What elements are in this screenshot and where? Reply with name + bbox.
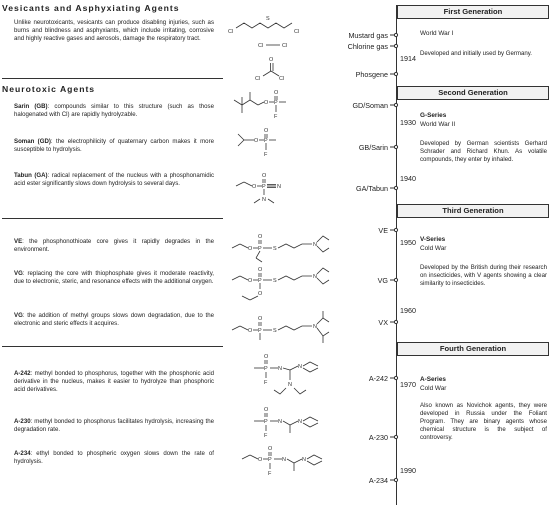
vx-text [14, 312, 214, 328]
svg-text:O: O [264, 354, 269, 360]
agent-desc: : the addition of methyl groups slows down degradation, due to the electronic and steric effects it acquires. [14, 312, 214, 328]
vesicants-text: Unlike neurotoxicants, vesicants can produce disabling injuries, such as burns and blindness and asphyxiants, which include irritating, corrosive and highly reactive gases and aerosols, damage the respiratory tract. [14, 19, 214, 43]
war-label: Cold War [420, 385, 447, 392]
agent-name: Tabun (GA) [14, 172, 48, 179]
agent-label-phosgene: Phosgene [355, 70, 388, 79]
year-label: 1990 [400, 466, 416, 475]
series-label: A-Series [420, 376, 446, 383]
svg-text:O: O [258, 316, 263, 322]
ve-text [14, 238, 214, 254]
svg-text:O: O [269, 57, 274, 63]
svg-text:N: N [278, 419, 282, 425]
vx-structure [228, 308, 378, 356]
agent-name: A-234 [14, 450, 31, 457]
agent-name: VG [14, 270, 23, 277]
agent-desc: : methyl bonded to phosphorus, together with the phosphonic acid derivative in the nucleus, makes it easier to hydrolyze than phosphoric acid derivatives. [14, 370, 214, 394]
svg-text:Cl: Cl [228, 29, 234, 35]
agent-label-a234: A-234 [368, 476, 388, 485]
agent-desc: : methyl bonded to phosphorus facilitates hydrolysis, increasing the degradation rate. [14, 418, 214, 434]
sarin-structure [232, 128, 302, 162]
svg-text:O: O [264, 407, 269, 413]
svg-text:N: N [277, 184, 281, 190]
svg-text:Cl: Cl [279, 76, 285, 82]
svg-text:F: F [274, 114, 278, 120]
a230-text [14, 418, 214, 434]
svg-text:P: P [262, 184, 266, 190]
svg-text:O: O [252, 184, 257, 190]
fourth-generation-header: Fourth Generation [397, 342, 549, 356]
agent-label-vx: VX [378, 318, 388, 327]
agent-label-a242: A-242 [368, 374, 388, 383]
svg-text:P: P [258, 328, 262, 334]
vg-structure [228, 266, 378, 310]
svg-text:P: P [258, 246, 262, 252]
generation-desc: Developed by the British during their research on insecticides, with V agents showing a clear similarity to insecticides. [420, 264, 547, 288]
svg-text:F: F [264, 433, 268, 439]
svg-text:Cl: Cl [282, 43, 288, 49]
svg-text:Cl: Cl [294, 29, 300, 35]
a242-text [14, 370, 214, 394]
generation-desc: Also known as Novichok agents, they were developed in Russia under the Foliant Program. They are binary agents whose chemical structure is the subject of controversy. [420, 402, 547, 442]
svg-text:O: O [258, 267, 263, 273]
svg-text:N: N [313, 324, 317, 330]
svg-text:O: O [262, 173, 267, 179]
agent-name: VE [14, 238, 23, 245]
generation-desc: Developed and initially used by Germany. [420, 50, 533, 57]
a234-text [14, 450, 214, 466]
tabun-structure [232, 170, 307, 208]
war-label: World War II [420, 121, 456, 128]
year-label: 1940 [400, 174, 416, 183]
tabun-text [14, 172, 214, 188]
war-label: World War I [420, 30, 454, 37]
a230-structure [250, 405, 340, 441]
agent-label-a230: A-230 [368, 433, 388, 442]
svg-text:O: O [268, 446, 273, 452]
neurotoxic-title: Neurotoxic Agents [2, 84, 96, 94]
svg-text:P: P [268, 457, 272, 463]
chlorine-structure [258, 40, 298, 52]
svg-text:O: O [248, 278, 253, 284]
svg-text:Cl: Cl [255, 76, 261, 82]
svg-text:N: N [313, 274, 317, 280]
year-label: 1914 [400, 54, 416, 63]
agent-name: Soman (GD) [14, 138, 51, 145]
a242-structure [250, 352, 340, 402]
year-label: 1970 [400, 380, 416, 389]
generation-desc: Developed by German scientists Gerhard Schrader and Richard Khun. As volatile compounds, they enter by inhaled. [420, 140, 547, 164]
a234-structure [240, 445, 340, 485]
agent-desc: : ethyl bonded to phospheric oxygen slows down the rate of hydrolysis. [14, 450, 214, 466]
svg-text:O: O [248, 246, 253, 252]
year-label: 1930 [400, 118, 416, 127]
agent-name: A-242 [14, 370, 31, 377]
vg-text [14, 270, 214, 286]
svg-text:O: O [258, 291, 263, 297]
third-generation-header: Third Generation [397, 204, 549, 218]
svg-text:O: O [248, 328, 253, 334]
svg-text:N: N [278, 366, 282, 372]
divider [2, 346, 223, 347]
timeline-connectors [360, 0, 400, 507]
svg-text:N: N [298, 364, 302, 370]
svg-text:N: N [302, 457, 306, 463]
agent-desc: : the electrophilicity of quaternary carbon makes it more susceptible to hydrolysis. [14, 138, 214, 154]
svg-text:N: N [298, 419, 302, 425]
svg-text:O: O [254, 138, 259, 144]
svg-text:F: F [268, 471, 272, 477]
agent-label-ve: VE [378, 226, 388, 235]
vesicants-title: Vesicants and Asphyxiating Agents [2, 3, 180, 13]
svg-text:N: N [288, 382, 292, 388]
svg-text:F: F [264, 152, 268, 158]
ve-structure [228, 222, 378, 266]
agent-label-gd: GD/Soman [352, 101, 388, 110]
svg-text:N: N [282, 457, 286, 463]
divider [2, 78, 223, 79]
agent-desc: : the phosphonothioate core gives it rapidly degrades in the environment. [14, 238, 214, 254]
svg-text:S: S [273, 328, 277, 334]
agent-label-mustard: Mustard gas [348, 31, 388, 40]
svg-text:O: O [264, 100, 269, 106]
svg-text:P: P [264, 419, 268, 425]
war-label: Cold War [420, 245, 447, 252]
svg-text:N: N [313, 242, 317, 248]
svg-text:O: O [258, 234, 263, 240]
year-label: 1950 [400, 238, 416, 247]
soman-text [14, 138, 214, 154]
agent-desc: : replacing the core with thiophosphate gives it moderate reactivity, due to electronic, steric, and resonance effects with the additional oxygen. [14, 270, 214, 286]
agent-desc: : compounds similar to this structure (such as those halogenated with Cl) are rapidly hydrolyzable. [14, 103, 214, 119]
svg-text:S: S [273, 278, 277, 284]
divider [2, 218, 223, 219]
first-generation-header: First Generation [397, 5, 549, 19]
svg-text:O: O [264, 128, 269, 134]
svg-text:P: P [274, 100, 278, 106]
sarin-text [14, 103, 214, 119]
agent-name: VG [14, 312, 23, 319]
agent-label-chlorine: Chlorine gas [347, 42, 388, 51]
agent-name: Sarin (GB) [14, 103, 48, 110]
agent-desc: : radical replacement of the nucleus with a phosphonamidic acid ester significantly slows down hydrolysis to several days. [14, 172, 214, 188]
year-label: 1960 [400, 306, 416, 315]
svg-text:S: S [273, 246, 277, 252]
svg-text:P: P [264, 366, 268, 372]
svg-text:P: P [258, 278, 262, 284]
phosgene-structure [255, 55, 295, 81]
agent-name: A-230 [14, 418, 31, 425]
agent-label-gb: GB/Sarin [358, 143, 388, 152]
svg-text:N: N [262, 197, 266, 203]
svg-text:F: F [264, 380, 268, 386]
series-label: G-Series [420, 112, 447, 119]
second-generation-header: Second Generation [397, 86, 549, 100]
svg-text:O: O [258, 457, 263, 463]
agent-label-vg: VG [377, 276, 388, 285]
mustard-structure [228, 8, 308, 38]
svg-text:S: S [266, 16, 270, 22]
agent-label-ga: GA/Tabun [356, 184, 388, 193]
svg-text:P: P [264, 138, 268, 144]
svg-text:O: O [274, 90, 279, 96]
soman-structure [230, 88, 305, 126]
svg-text:Cl: Cl [258, 43, 264, 49]
series-label: V-Series [420, 236, 446, 243]
